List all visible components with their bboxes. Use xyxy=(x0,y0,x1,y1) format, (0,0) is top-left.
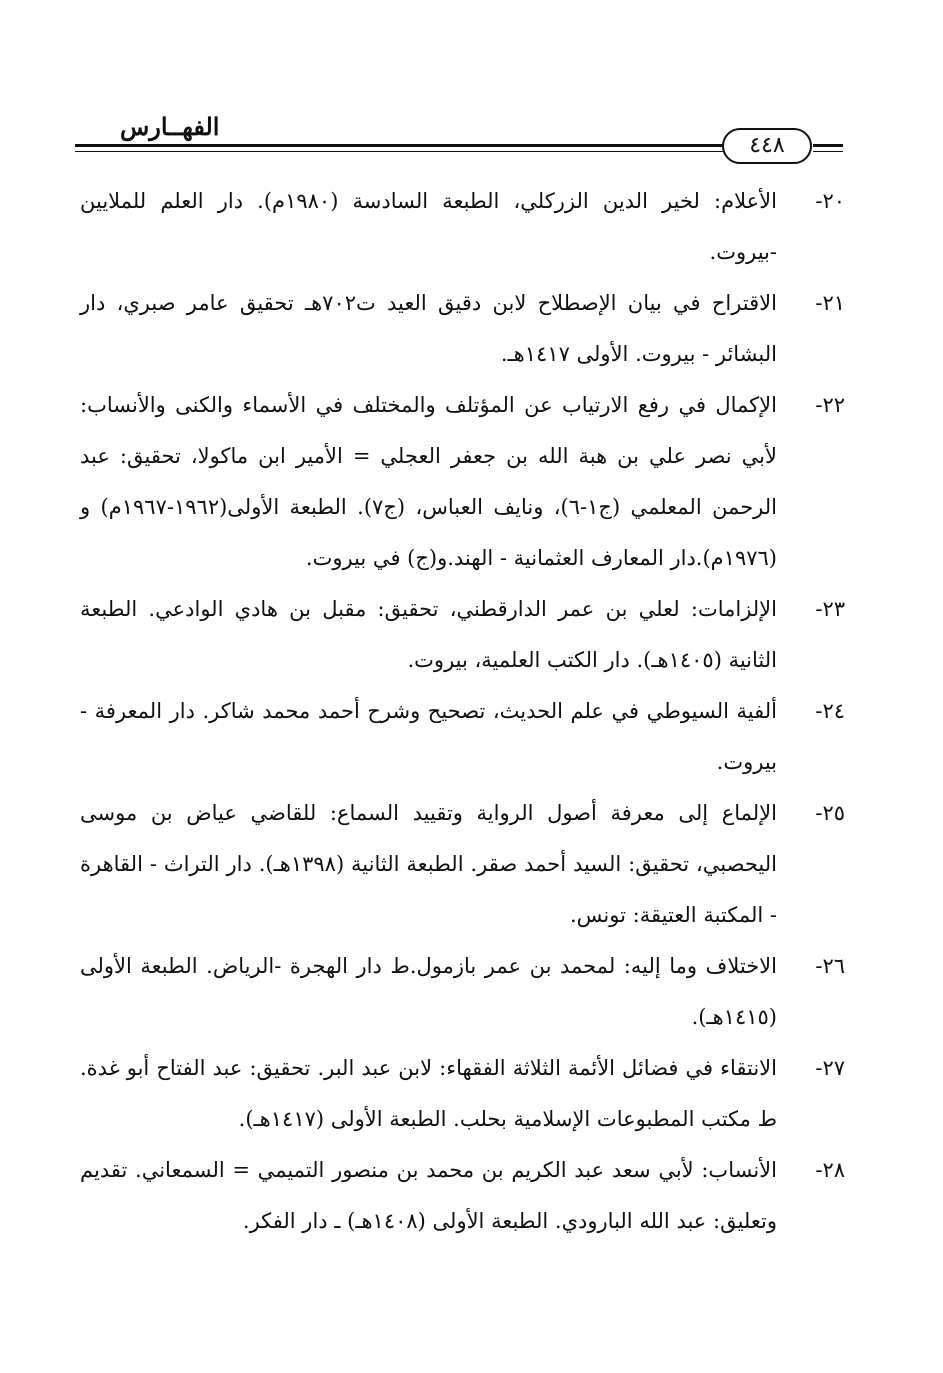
bibliography-entry xyxy=(80,686,845,788)
bibliography-entry xyxy=(80,584,845,686)
entry-number: ٢٧- xyxy=(815,1056,845,1080)
entry-number: ٢٦- xyxy=(815,954,845,978)
entry-number: ٢١- xyxy=(815,291,845,315)
entry-number: ٢٢- xyxy=(815,393,845,417)
entry-number: ٢٨- xyxy=(815,1158,845,1182)
header-rule-thin xyxy=(75,151,723,152)
entry-text: الإلزامات: لعلي بن عمر الدارقطني، تحقيق: مقبل بن هادي الوادعي. الطبعة الثانية (١٤٠٥هـ). دار الكتب العلمية، بيروت. xyxy=(80,597,777,672)
bibliography-entry xyxy=(80,380,845,584)
header-rule-right-thick xyxy=(813,144,843,147)
bibliography-entry xyxy=(80,278,845,380)
entry-text: الانتقاء في فضائل الأئمة الثلاثة الفقهاء: لابن عبد البر. تحقيق: عبد الفتاح أبو غدة. ط مكتب المطبوعات الإسلامية بحلب. الطبعة الأولى (١٤١٧هـ). xyxy=(80,1056,777,1131)
entry-text: الأعلام: لخير الدين الزركلي، الطبعة السادسة (١٩٨٠م). دار العلم للملايين -بيروت. xyxy=(80,189,777,264)
entry-number: ٢٥- xyxy=(815,801,845,825)
page-header-title: الفهــارس xyxy=(120,112,220,141)
bibliography-entry xyxy=(80,1043,845,1145)
entry-text: الإلماع إلى معرفة أصول الرواية وتقييد السماع: للقاضي عياض بن موسى اليحصبي، تحقيق: السيد أحمد صقر. الطبعة الثانية (١٣٩٨هـ). دار التراث - القاهرة - المكتبة العتيقة: تونس. xyxy=(80,801,777,927)
header-rule-thick xyxy=(75,144,723,147)
bibliography-entry xyxy=(80,941,845,1043)
bibliography-entry xyxy=(80,1145,845,1247)
entry-text: الاختلاف وما إليه: لمحمد بن عمر بازمول.ط دار الهجرة -الرياض. الطبعة الأولى (١٤١٥هـ). xyxy=(80,954,777,1029)
bibliography-list xyxy=(80,176,845,1247)
entry-text: الأنساب: لأبي سعد عبد الكريم بن محمد بن منصور التميمي = السمعاني. تقديم وتعليق: عبد الله البارودي. الطبعة الأولى (١٤٠٨هـ) ـ دار الفكر. xyxy=(80,1158,777,1233)
page-number-badge: ٤٤٨ xyxy=(722,128,812,164)
entry-number: ٢٠- xyxy=(815,189,845,213)
entry-text: ألفية السيوطي في علم الحديث، تصحيح وشرح أحمد محمد شاكر. دار المعرفة - بيروت. xyxy=(80,699,777,774)
entry-number: ٢٤- xyxy=(815,699,845,723)
entry-text: الاقتراح في بيان الإصطلاح لابن دقيق العيد ت٧٠٢هـ تحقيق عامر صبري، دار البشائر - بيروت. الأولى ١٤١٧هـ. xyxy=(80,291,777,366)
entry-text: الإكمال في رفع الارتياب عن المؤتلف والمختلف في الأسماء والكنى والأنساب: لأبي نصر علي بن هبة الله بن جعفر العجلي = الأمير ابن ماكولا، تحقيق: عبد الرحمن المعلمي (ج١-٦)، ونايف العباس، (ج٧). الطبعة الأولى(١٩٦٢-١٩٦٧م) و (١٩٧٦م).دار المعارف العثمانية - الهند.و(ج) في بيروت. xyxy=(80,393,777,570)
header-rule-right-thin xyxy=(813,151,843,152)
bibliography-entry xyxy=(80,176,845,278)
entry-number: ٢٣- xyxy=(815,597,845,621)
bibliography-entry xyxy=(80,788,845,941)
